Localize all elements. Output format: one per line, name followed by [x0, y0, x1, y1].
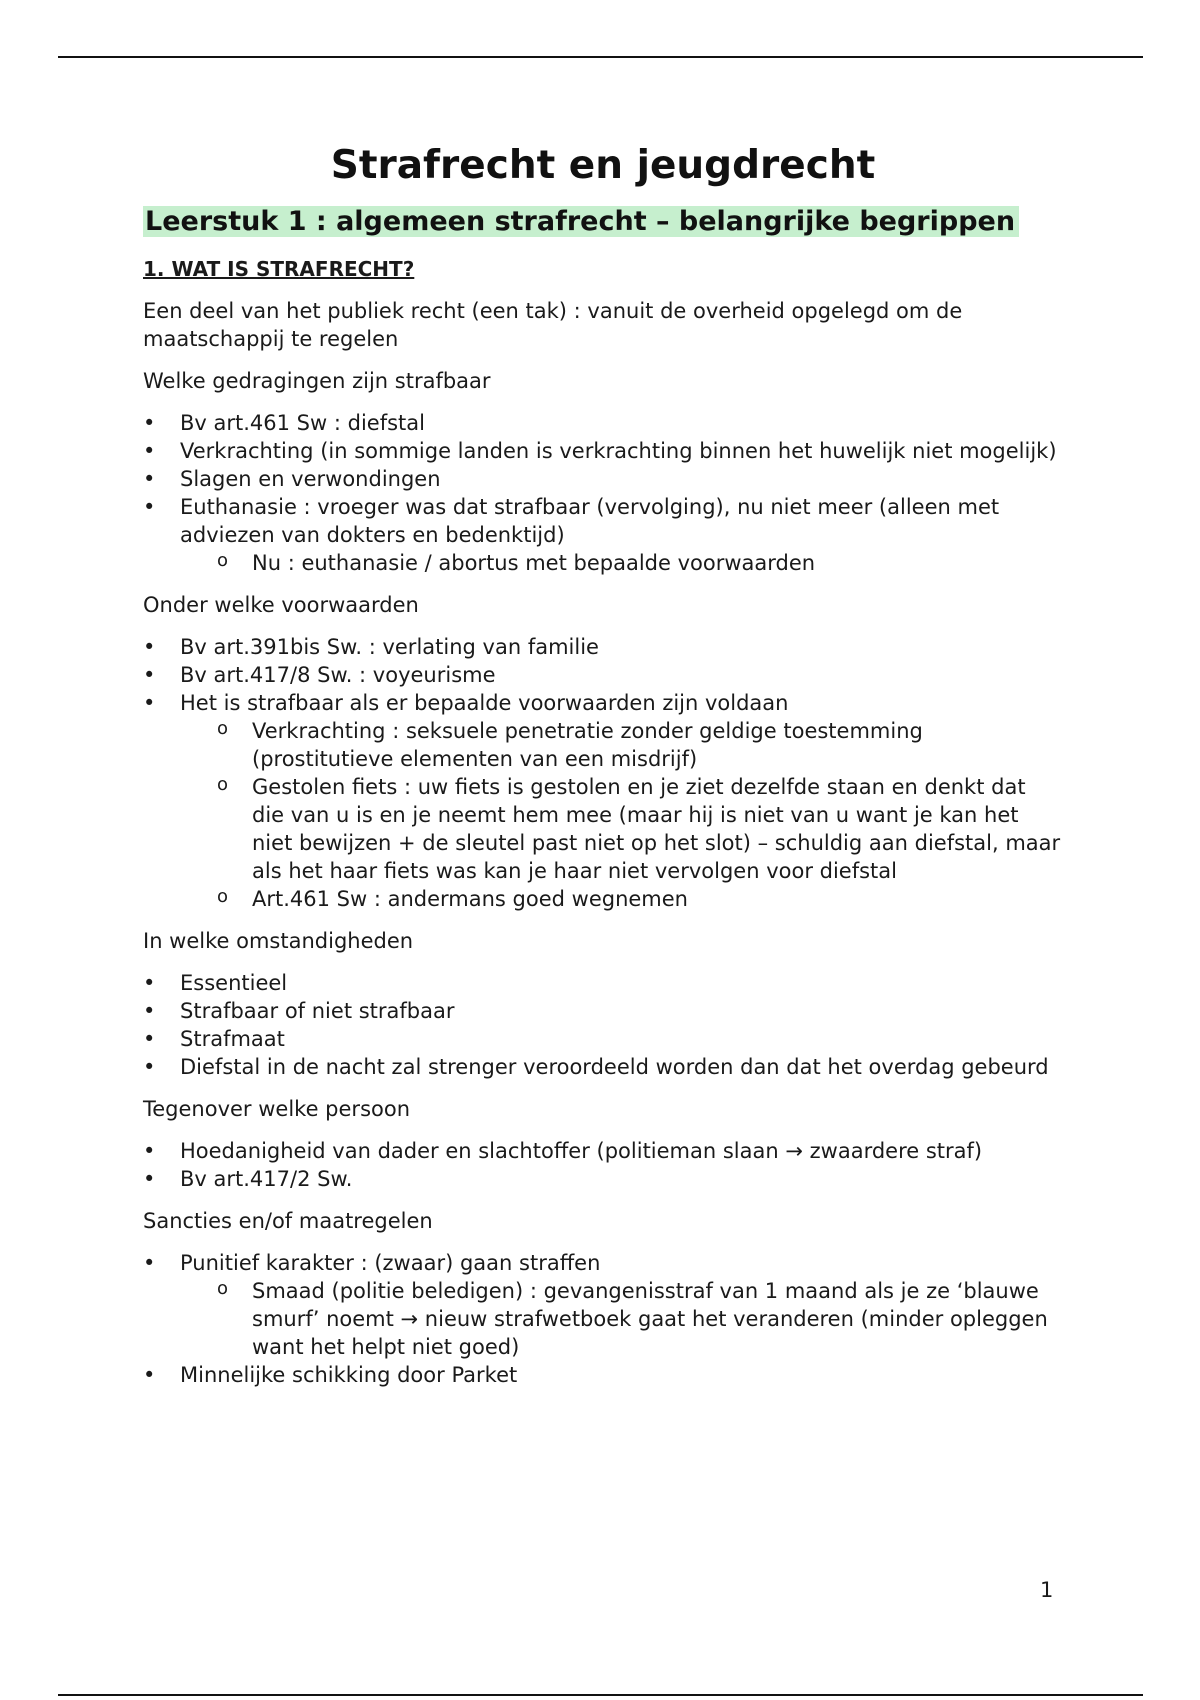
list-item	[143, 1137, 1063, 1165]
bullet-icon: •	[143, 1363, 156, 1387]
circle-bullet-icon: o	[217, 886, 229, 907]
list-item	[143, 437, 1063, 465]
sub-list-item	[143, 1277, 1063, 1361]
list-item	[143, 1025, 1063, 1053]
bullet-icon: •	[143, 495, 156, 519]
bullet-list	[143, 1137, 1063, 1193]
bullet-icon: •	[143, 663, 156, 687]
list-item-text: Bv art.417/8 Sw. : voyeurisme	[180, 663, 496, 687]
header-rule	[58, 56, 1143, 58]
sub-list-item	[143, 885, 1063, 913]
group-heading: In welke omstandigheden	[143, 929, 414, 953]
page-number: 1	[1040, 1578, 1054, 1602]
list-item	[143, 493, 1063, 577]
list-item-text: Het is strafbaar als er bepaalde voorwaarden zijn voldaan	[180, 691, 789, 715]
bullet-icon: •	[143, 467, 156, 491]
list-item	[143, 969, 1063, 997]
section-heading: 1. WAT IS STRAFRECHT?	[143, 257, 415, 281]
topic-groups	[143, 367, 1063, 1389]
group-heading: Onder welke voorwaarden	[143, 593, 419, 617]
list-item-text: Slagen en verwondingen	[180, 467, 441, 491]
sub-list-item	[143, 549, 1063, 577]
list-item	[143, 1361, 1063, 1389]
list-item-text: Strafbaar of niet strafbaar	[180, 999, 455, 1023]
sub-list	[180, 717, 1063, 913]
bullet-icon: •	[143, 1251, 156, 1275]
sub-item-text: Smaad (politie beledigen) : gevangenisstraf van 1 maand als je ze ‘blauwe smurf’ noemt → nieuw strafwetboek gaat het veranderen (minder opleggen want het helpt niet goed)	[252, 1279, 1048, 1359]
leerstuk-heading	[143, 206, 1063, 241]
list-item-text: Minnelijke schikking door Parket	[180, 1363, 518, 1387]
document-title: Strafrecht en jeugdrecht	[330, 143, 876, 188]
bullet-icon: •	[143, 439, 156, 463]
list-item	[143, 409, 1063, 437]
bullet-list	[143, 1249, 1063, 1389]
sub-item-text: Nu : euthanasie / abortus met bepaalde voorwaarden	[252, 551, 816, 575]
sub-list-item	[143, 717, 1063, 773]
list-item	[143, 1053, 1063, 1081]
list-item-text: Bv art.417/2 Sw.	[180, 1167, 353, 1191]
intro-paragraph: Een deel van het publiek recht (een tak) : vanuit de overheid opgelegd om de maatschappij te regelen	[143, 299, 963, 351]
list-item-text: Strafmaat	[180, 1027, 285, 1051]
list-item-text: Verkrachting (in sommige landen is verkrachting binnen het huwelijk niet mogelijk)	[180, 439, 1057, 463]
circle-bullet-icon: o	[217, 550, 229, 571]
sub-list	[180, 1277, 1063, 1361]
list-item	[143, 633, 1063, 661]
bullet-icon: •	[143, 971, 156, 995]
bullet-list	[143, 409, 1063, 577]
bullet-icon: •	[143, 1167, 156, 1191]
bullet-icon: •	[143, 635, 156, 659]
list-item	[143, 661, 1063, 689]
document-body	[143, 138, 1063, 1389]
sub-item-text: Art.461 Sw : andermans goed wegnemen	[252, 887, 688, 911]
list-item	[143, 1249, 1063, 1361]
bullet-icon: •	[143, 999, 156, 1023]
footer-rule	[58, 1694, 1143, 1696]
bullet-icon: •	[143, 691, 156, 715]
list-item-text: Essentieel	[180, 971, 288, 995]
bullet-list	[143, 633, 1063, 913]
sub-list-item	[143, 773, 1063, 885]
bullet-icon: •	[143, 1139, 156, 1163]
circle-bullet-icon: o	[217, 774, 229, 795]
bullet-icon: •	[143, 1027, 156, 1051]
list-item-text: Euthanasie : vroeger was dat strafbaar (vervolging), nu niet meer (alleen met adviezen van dokters en bedenktijd)	[180, 495, 1000, 547]
sub-item-text: Gestolen fiets : uw fiets is gestolen en je ziet dezelfde staan en denkt dat die van u is en je neemt hem mee (maar hij is niet van u want je kan het niet bewijzen + de sleutel past niet op het slot) – schuldig aan diefstal, maar als het haar fiets was kan je haar niet vervolgen voor diefstal	[252, 775, 1061, 883]
leerstuk-highlight: Leerstuk 1 : algemeen strafrecht – belangrijke begrippen	[143, 206, 1019, 237]
bullet-icon: •	[143, 411, 156, 435]
group-heading: Tegenover welke persoon	[143, 1097, 411, 1121]
list-item	[143, 997, 1063, 1025]
sub-list	[180, 549, 1063, 577]
circle-bullet-icon: o	[217, 718, 229, 739]
list-item-text: Bv art.391bis Sw. : verlating van familie	[180, 635, 599, 659]
group-heading: Welke gedragingen zijn strafbaar	[143, 369, 491, 393]
circle-bullet-icon: o	[217, 1278, 229, 1299]
list-item	[143, 689, 1063, 913]
list-item-text: Diefstal in de nacht zal strenger veroordeeld worden dan dat het overdag gebeurd	[180, 1055, 1049, 1079]
bullet-list	[143, 969, 1063, 1081]
list-item	[143, 465, 1063, 493]
list-item-text: Hoedanigheid van dader en slachtoffer (politieman slaan → zwaardere straf)	[180, 1139, 983, 1163]
list-item-text: Punitief karakter : (zwaar) gaan straffen	[180, 1251, 601, 1275]
list-item	[143, 1165, 1063, 1193]
list-item-text: Bv art.461 Sw : diefstal	[180, 411, 425, 435]
group-heading: Sancties en/of maatregelen	[143, 1209, 433, 1233]
bullet-icon: •	[143, 1055, 156, 1079]
sub-item-text: Verkrachting : seksuele penetratie zonder geldige toestemming (prostitutieve elementen van een misdrijf)	[252, 719, 923, 771]
